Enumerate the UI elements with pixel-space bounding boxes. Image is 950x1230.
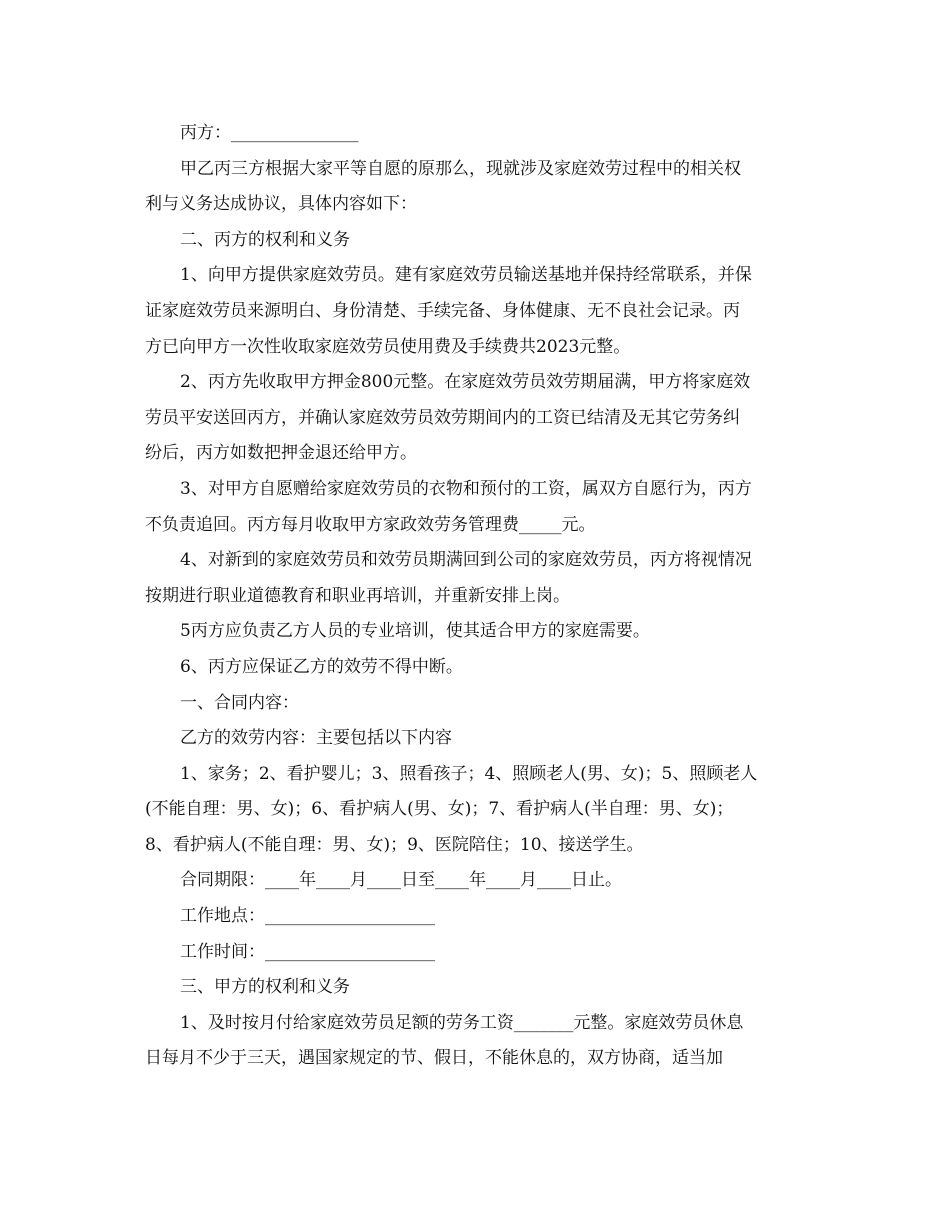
text-line: 6、丙方应保证乙方的效劳不得中断。 — [180, 656, 463, 677]
text-line: 工作地点：____________________ — [180, 906, 435, 927]
text-line: 二、丙方的权利和义务 — [180, 229, 350, 250]
text-line: 合同期限：____年____月____日至____年____月____日止。 — [180, 870, 622, 891]
text-line: 三、甲方的权利和义务 — [180, 977, 350, 998]
text-line: 利与义务达成协议，具体内容如下： — [145, 194, 417, 215]
text-line: 8、看护病人(不能自理：男、女)；9、医院陪住；10、接送学生。 — [145, 834, 644, 855]
text-line: 按期进行职业道德教育和职业再培训，并重新安排上岗。 — [145, 585, 570, 606]
text-line: 1、家务；2、看护婴儿；3、照看孩子；4、照顾老人(男、女)；5、照顾老人 — [180, 763, 758, 784]
text-line: 证家庭效劳员来源明白、身份清楚、手续完备、身体健康、无不良社会记录。丙 — [145, 300, 740, 321]
text-line: 纷后，丙方如数把押金退还给甲方。 — [145, 443, 417, 464]
text-line: 乙方的效劳内容：主要包括以下内容 — [180, 728, 452, 749]
text-line: 1、及时按月付给家庭效劳员足额的劳务工资_______元整。家庭效劳员休息 — [180, 1012, 744, 1033]
text-line: 甲乙丙三方根据大家平等自愿的原那么，现就涉及家庭效劳过程中的相关权 — [180, 158, 741, 179]
text-line: 3、对甲方自愿赠给家庭效劳员的衣物和预付的工资，属双方自愿行为，丙方 — [180, 478, 752, 499]
text-line: 4、对新到的家庭效劳员和效劳员期满回到公司的家庭效劳员，丙方将视情况 — [180, 550, 752, 571]
text-line: 日每月不少于三天，遇国家规定的节、假日，不能休息的，双方协商，适当加 — [145, 1048, 723, 1069]
text-line: 不负责追回。丙方每月收取甲方家政效劳务管理费_____元。 — [145, 514, 596, 535]
text-line: 方已向甲方一次性收取家庭效劳员使用费及手续费共2023元整。 — [145, 336, 631, 357]
document-body — [145, 116, 810, 1077]
text-line: 2、丙方先收取甲方押金800元整。在家庭效劳员效劳期届满，甲方将家庭效 — [180, 372, 751, 393]
text-line: 5丙方应负责乙方人员的专业培训，使其适合甲方的家庭需要。 — [180, 621, 650, 642]
text-line: 一、合同内容： — [180, 692, 299, 713]
text-line: 劳员平安送回丙方，并确认家庭效劳员效劳期间内的工资已结清及无其它劳务纠 — [145, 407, 740, 428]
text-line: (不能自理：男、女)；6、看护病人(男、女)；7、看护病人(半自理：男、女)； — [145, 799, 734, 820]
text-line: 丙方：_______________ — [180, 123, 359, 143]
text-line: 1、向甲方提供家庭效劳员。建有家庭效劳员输送基地并保持经常联系，并保 — [180, 265, 752, 286]
text-line: 工作时间：____________________ — [180, 941, 435, 962]
